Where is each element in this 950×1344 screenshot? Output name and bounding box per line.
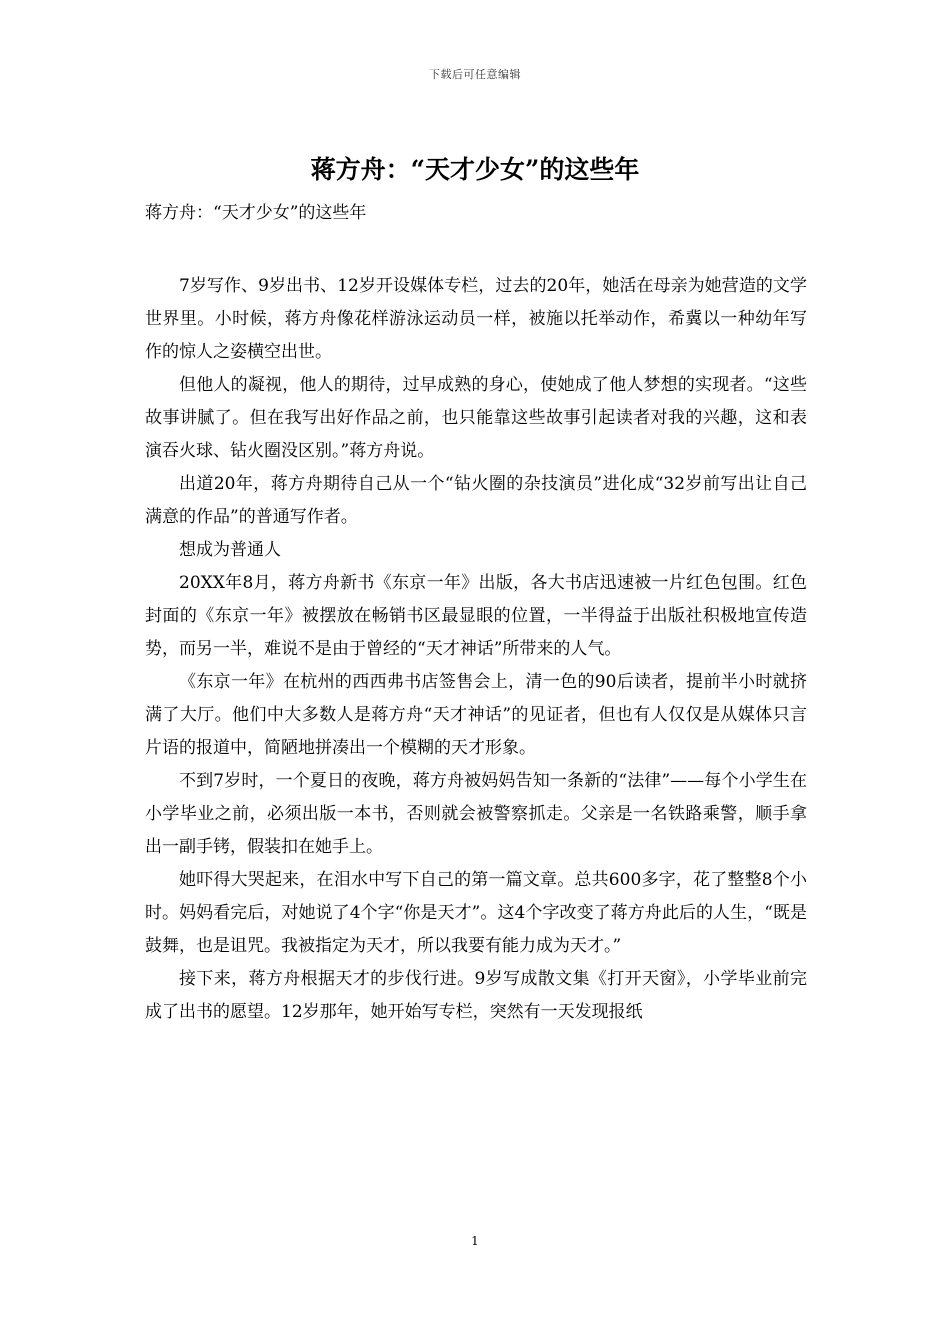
page-header-note: 下载后可任意编辑 [429,68,521,81]
document-subtitle: 蒋方舟：“天才少女”的这些年 [145,203,367,223]
paragraph: 《东京一年》在杭州的西西弗书店签售会上，清一色的90后读者，提前半小时就挤满了大厅。他们中大多数人是蒋方舟“天才神话”的见证者，但也有人仅仅是从媒体只言片语的报道中，简陋地拼凑出一个模糊的天才形象。 [145,672,807,758]
paragraph: 7岁写作、9岁出书、12岁开设媒体专栏，过去的20年，她活在母亲为她营造的文学世界里。小时候，蒋方舟像花样游泳运动员一样，被施以托举动作，希冀以一种幼年写作的惊人之姿横空出世。 [145,276,807,362]
paragraph: 但他人的凝视，他人的期待，过早成熟的身心，使她成了他人梦想的实现者。“这些故事讲腻了。但在我写出好作品之前，也只能靠这些故事引起读者对我的兴趣，这和表演吞火球、钻火圈没区别。”蒋方舟说。 [145,375,807,461]
paragraph: 接下来，蒋方舟根据天才的步伐行进。9岁写成散文集《打开天窗》，小学毕业前完成了出书的愿望。12岁那年，她开始写专栏，突然有一天发现报纸 [145,969,807,1022]
page-number: 1 [471,1234,479,1248]
paragraph: 她吓得大哭起来，在泪水中写下自己的第一篇文章。总共600多字，花了整整8个小时。妈妈看完后，对她说了4个字“你是天才”。这4个字改变了蒋方舟此后的人生，“既是鼓舞，也是诅咒。我被指定为天才，所以我要有能力成为天才。” [145,870,807,956]
section-heading: 想成为普通人 [179,540,281,560]
document-title: 蒋方舟：“天才少女”的这些年 [310,155,640,184]
paragraph: 不到7岁时，一个夏日的夜晚，蒋方舟被妈妈告知一条新的“法律”——每个小学生在小学毕业之前，必须出版一本书，否则就会被警察抓走。父亲是一名铁路乘警，顺手拿出一副手铐，假装扣在她手上。 [145,771,807,857]
paragraph: 20XX年8月，蒋方舟新书《东京一年》出版，各大书店迅速被一片红色包围。红色封面的《东京一年》被摆放在畅销书区最显眼的位置，一半得益于出版社积极地宣传造势，而另一半，难说不是由于曾经的“天才神话”所带来的人气。 [145,573,807,659]
paragraph: 出道20年，蒋方舟期待自己从一个“钻火圈的杂技演员”进化成“32岁前写出让自己满意的作品”的普通写作者。 [145,474,807,527]
document-body [145,270,807,1029]
